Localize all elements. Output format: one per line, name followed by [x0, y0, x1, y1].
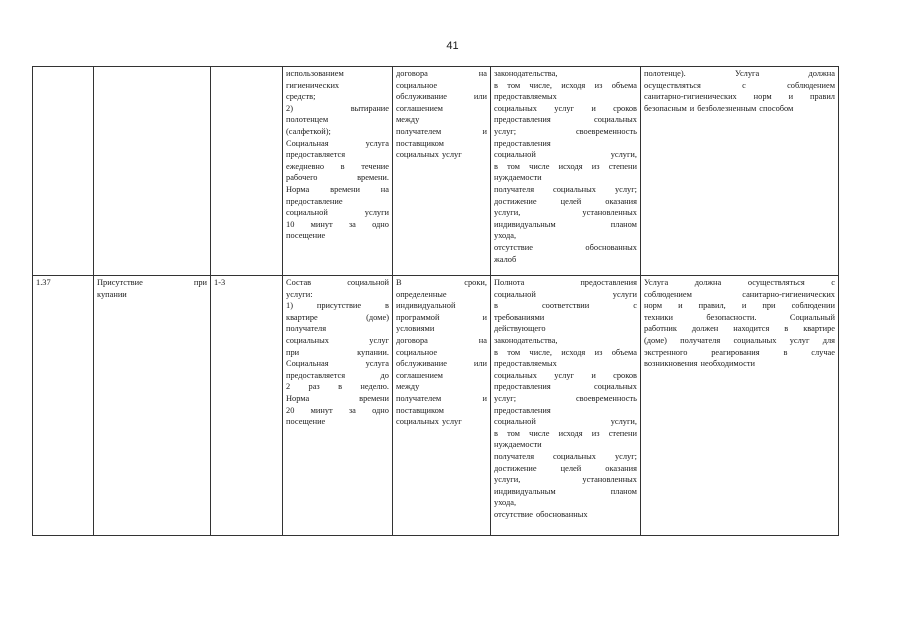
text-line: определенные — [396, 289, 447, 299]
text-line: обслуживание или — [396, 92, 487, 102]
text-line: индивидуальным планом — [494, 219, 637, 229]
text-line: социальной услуги, — [494, 150, 637, 160]
text-line: Полнота предоставления — [494, 278, 637, 287]
text-line: санитарно-гигиенических норм и правил — [644, 92, 835, 102]
text-line: отсутствие обоснованных — [494, 509, 588, 519]
text-line: безопасным и безболезненным способом — [644, 103, 794, 113]
text-line: норм и правил, и при соблюдении — [644, 301, 835, 311]
text-line: социальных услуг — [286, 335, 389, 345]
text-line: посещение — [286, 231, 326, 241]
text-line: средств; — [286, 92, 316, 102]
text-line: договора на — [396, 335, 487, 345]
text-line: ухода, — [494, 498, 517, 508]
text-line: получателем и — [396, 126, 487, 136]
text-line: Социальная услуга — [286, 138, 389, 148]
text-line: (доме) получателя социальных услуг для — [644, 335, 835, 345]
text-line: предоставляется до — [286, 370, 389, 380]
cell-content — [283, 276, 393, 536]
text-line: Норма времени — [286, 393, 389, 403]
table-row — [33, 67, 839, 276]
text-line: предоставляется — [286, 150, 346, 160]
text-line: предоставление — [286, 196, 343, 206]
text-line: социальных услуг — [396, 417, 462, 427]
text-line: в том числе, исходя из объема — [494, 347, 637, 357]
text-line: жалоб — [494, 254, 517, 264]
text-line: получателем и — [396, 393, 487, 403]
cell-content — [283, 67, 393, 276]
text-line: Социальная услуга — [286, 359, 389, 369]
text-line: поставщиком — [396, 405, 444, 415]
text-line: возникновения необходимости — [644, 359, 755, 369]
text-line: социальной услуги — [286, 208, 389, 218]
text-line: социальных услуг — [396, 150, 462, 160]
text-line: соглашением — [396, 103, 443, 113]
text-line: в том числе исходя из степени — [494, 161, 637, 171]
text-line: договора на — [396, 69, 487, 78]
text-line: 1) присутствие в — [286, 301, 389, 311]
text-line: предоставляемых — [494, 359, 557, 369]
text-line: индивидуальной — [396, 301, 456, 311]
cell-code: 1-3 — [211, 276, 283, 536]
text-line: квартире (доме) — [286, 312, 389, 322]
text-line: предоставляемых — [494, 92, 557, 102]
text-line: достижение целей оказания — [494, 463, 637, 473]
page-number: 41 — [446, 40, 459, 52]
text-line: социальной услуги — [494, 289, 637, 299]
text-line: рабочего времени. — [286, 173, 389, 183]
cell-quality — [491, 276, 641, 536]
text-line: предоставления социальных — [494, 115, 637, 125]
text-line: социальных услуг и сроков — [494, 103, 637, 113]
text-line: социальных услуг и сроков — [494, 370, 637, 380]
text-line: нуждаемости — [494, 440, 542, 450]
text-line: полотенце). Услуга должна — [644, 69, 835, 78]
text-line: В сроки, — [396, 278, 487, 287]
text-line: Услуга должна осуществляться с — [644, 278, 835, 287]
cell-service-name — [94, 67, 211, 276]
text-line: отсутствие обоснованных — [494, 242, 637, 252]
text-line: услуги: — [286, 289, 313, 299]
text-line: Норма времени на — [286, 184, 389, 194]
text-line: между — [396, 115, 420, 125]
text-line: программой и — [396, 312, 487, 322]
services-table — [32, 66, 839, 536]
cell-conditions — [641, 67, 839, 276]
cell-service-name — [94, 276, 211, 536]
cell-terms — [393, 67, 491, 276]
text-line: посещение — [286, 417, 326, 427]
cell-number — [33, 67, 94, 276]
text-line: поставщиком — [396, 138, 444, 148]
text-line: при купании. — [286, 347, 389, 357]
text-line: соглашением — [396, 370, 443, 380]
text-line: предоставления — [494, 405, 551, 415]
cell-conditions — [641, 276, 839, 536]
text-line: полотенцем — [286, 115, 329, 125]
text-line: в том числе, исходя из объема — [494, 80, 637, 90]
text-line: между — [396, 382, 420, 392]
cell-terms — [393, 276, 491, 536]
text-line: в соответствии с — [494, 301, 637, 311]
table-row — [33, 276, 839, 536]
text-line: индивидуальным планом — [494, 486, 637, 496]
text-line: законодательства, — [494, 69, 558, 78]
text-line: техники безопасности. Социальный — [644, 312, 835, 322]
text-line: услуг; своевременность — [494, 126, 637, 136]
text-line: обслуживание или — [396, 359, 487, 369]
text-line: услуги, установленных — [494, 208, 637, 218]
text-line: 2 раз в неделю. — [286, 382, 389, 392]
text-line: 2) вытирание — [286, 103, 389, 113]
text-line: (салфеткой); — [286, 126, 331, 136]
text-line: Присутствие при — [97, 278, 207, 287]
text-line: достижение целей оказания — [494, 196, 637, 206]
text-line: требованиями — [494, 312, 545, 322]
text-line: законодательства, — [494, 335, 558, 345]
text-line: социальной услуги, — [494, 417, 637, 427]
text-line: в том числе исходя из степени — [494, 428, 637, 438]
text-line: услуг; своевременность — [494, 393, 637, 403]
text-line: получателя — [286, 324, 327, 334]
text-line: ежедневно в течение — [286, 161, 389, 171]
text-line: купании — [97, 289, 127, 299]
text-line: ухода, — [494, 231, 517, 241]
cell-code — [211, 67, 283, 276]
text-line: получателя социальных услуг; — [494, 184, 637, 194]
text-line: соблюдением санитарно-гигиенических — [644, 289, 835, 299]
text-line: использованием — [286, 69, 344, 78]
text-line: нуждаемости — [494, 173, 542, 183]
text-line: Состав социальной — [286, 278, 389, 287]
cell-number: 1.37 — [33, 276, 94, 536]
text-line: получателя социальных услуг; — [494, 451, 637, 461]
text-line: условиями — [396, 324, 435, 334]
text-line: гигиенических — [286, 80, 340, 90]
text-line: 20 минут за одно — [286, 405, 389, 415]
text-line: социальное — [396, 80, 438, 90]
text-line: работник должен находится в квартире — [644, 324, 835, 334]
text-line: предоставления социальных — [494, 382, 637, 392]
text-line: экстренного реагирования в случае — [644, 347, 835, 357]
text-line: предоставления — [494, 138, 551, 148]
text-line: услуги, установленных — [494, 475, 637, 485]
text-line: социальное — [396, 347, 438, 357]
text-line: 10 минут за одно — [286, 219, 389, 229]
text-line: осуществляться с соблюдением — [644, 80, 835, 90]
cell-quality — [491, 67, 641, 276]
text-line: действующего — [494, 324, 546, 334]
